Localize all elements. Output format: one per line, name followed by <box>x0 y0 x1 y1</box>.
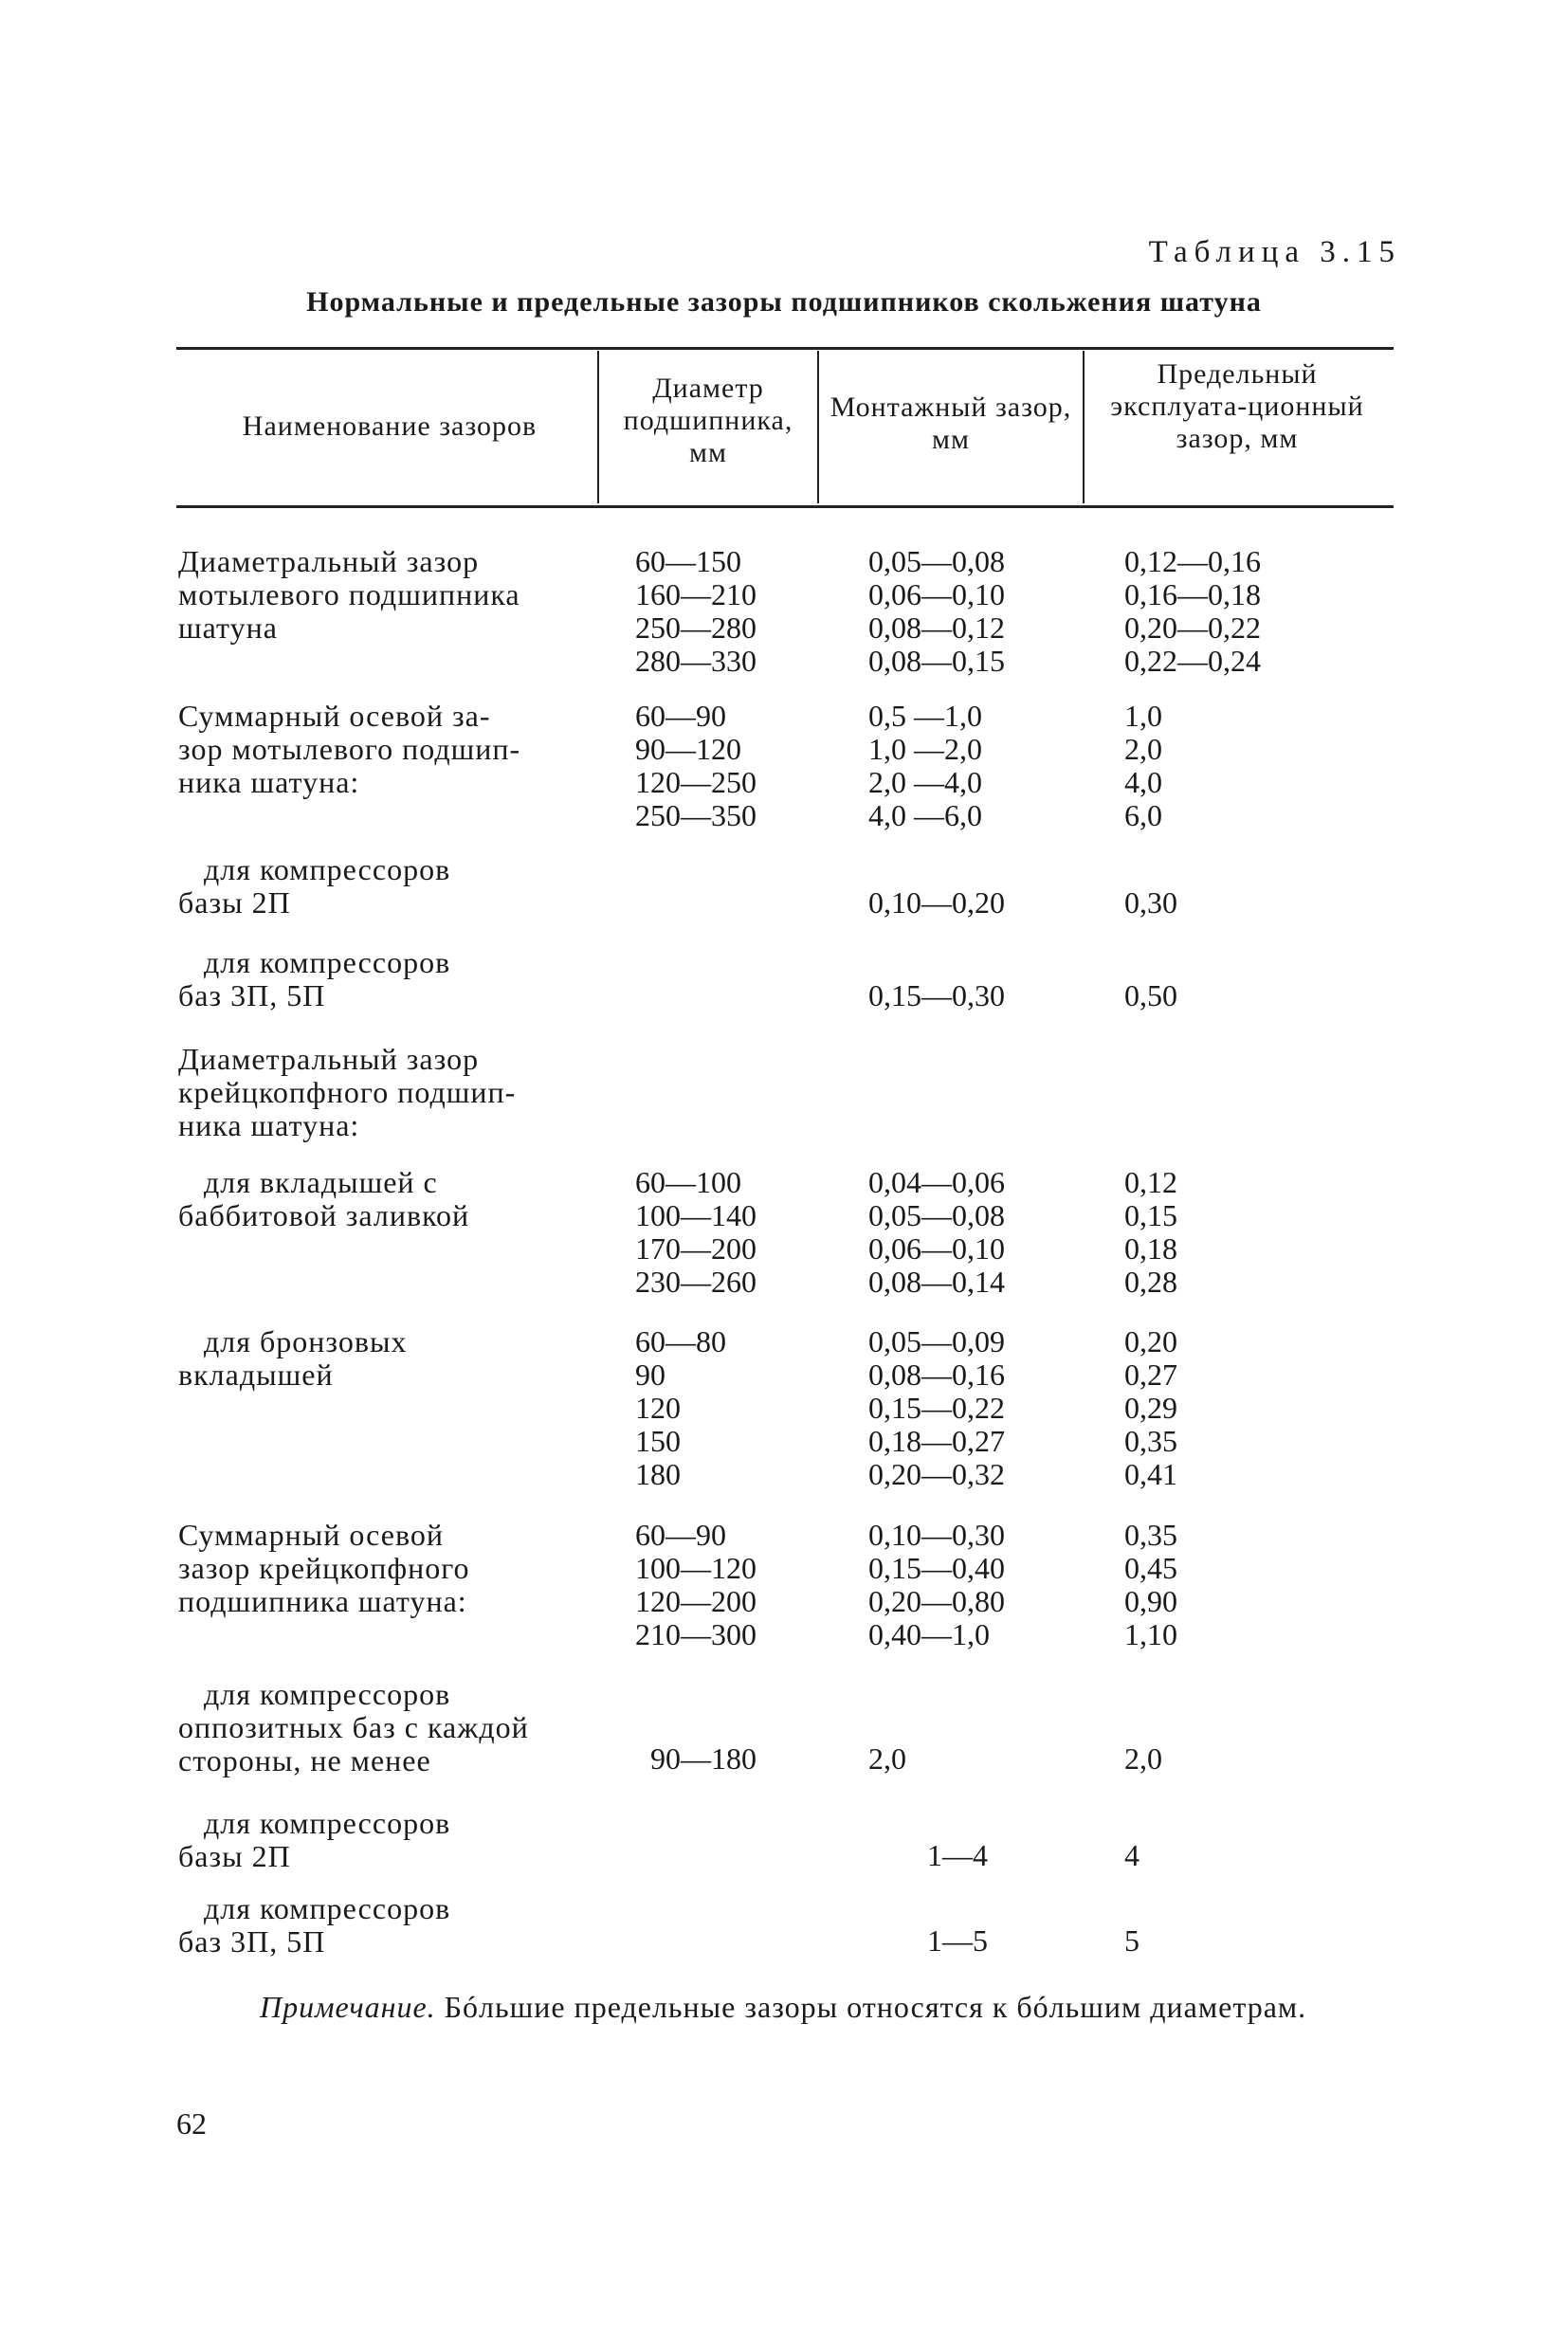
row-4-limit: 0,50 <box>1124 978 1177 1012</box>
row-2-limit: 1,0 2,0 4,0 6,0 <box>1124 699 1162 832</box>
header-bottom-rule <box>176 505 1394 508</box>
row-7-diameter: 60—80 90 120 150 180 <box>635 1324 726 1491</box>
column-divider-3 <box>1083 351 1085 503</box>
table-number: Таблица 3.15 <box>1148 235 1401 269</box>
column-divider-1 <box>597 351 599 503</box>
row-10-name: для компрессоров базы 2П <box>178 1806 451 1873</box>
note-text: Бóльшие предельные зазоры относятся к бóльшим диаметрам. <box>435 1990 1307 2024</box>
row-9-mounting: 2,0 <box>868 1741 906 1776</box>
row-2-name: Суммарный осевой за- зор мотылевого подшип- ника шатуна: <box>178 699 521 799</box>
row-3-mounting: 0,10—0,20 <box>868 885 1005 920</box>
row-8-mounting: 0,10—0,30 0,15—0,40 0,20—0,80 0,40—1,0 <box>868 1518 1005 1651</box>
row-11-name: для компрессоров баз 3П, 5П <box>178 1891 451 1959</box>
header-limit: Предельный эксплуата-ционный зазор, мм <box>1110 358 1364 454</box>
row-2-mounting: 0,5 —1,0 1,0 —2,0 2,0 —4,0 4,0 —6,0 <box>868 699 982 832</box>
row-8-limit: 0,35 0,45 0,90 1,10 <box>1124 1518 1177 1651</box>
row-1-name: Диаметральный зазор мотылевого подшипника шатуна <box>178 544 520 645</box>
row-5-name: Диаметральный зазор крейцкопфного подшип- ника шатуна: <box>178 1042 517 1142</box>
row-6-name: для вкладышей с баббитовой заливкой <box>178 1165 470 1232</box>
header-mounting: Монтажный зазор, мм <box>830 392 1072 455</box>
row-4-name: для компрессоров баз 3П, 5П <box>178 945 451 1012</box>
row-6-mounting: 0,04—0,06 0,05—0,08 0,06—0,10 0,08—0,14 <box>868 1165 1005 1299</box>
page-number: 62 <box>176 2106 207 2141</box>
row-8-diameter: 60—90 100—120 120—200 210—300 <box>635 1518 757 1651</box>
row-7-limit: 0,20 0,27 0,29 0,35 0,41 <box>1124 1324 1177 1491</box>
row-9-limit: 2,0 <box>1124 1741 1162 1776</box>
row-9-name: для компрессоров оппозитных баз с каждой стороны, не менее <box>178 1677 529 1777</box>
row-3-name: для компрессоров базы 2П <box>178 852 451 920</box>
row-2-diameter: 60—90 90—120 120—250 250—350 <box>635 699 757 832</box>
row-1-limit: 0,12—0,16 0,16—0,18 0,20—0,22 0,22—0,24 <box>1124 544 1261 678</box>
note-label: Примечание. <box>260 1990 436 2024</box>
row-6-limit: 0,12 0,15 0,18 0,28 <box>1124 1165 1177 1299</box>
header-name: Наименование зазоров <box>242 410 538 442</box>
row-11-mounting: 1—5 <box>927 1923 988 1958</box>
row-3-limit: 0,30 <box>1124 885 1177 920</box>
row-9-diameter: 90—180 <box>650 1741 757 1776</box>
header-top-rule <box>176 347 1394 350</box>
row-4-mounting: 0,15—0,30 <box>868 978 1005 1012</box>
row-6-diameter: 60—100 100—140 170—200 230—260 <box>635 1165 757 1299</box>
row-1-mounting: 0,05—0,08 0,06—0,10 0,08—0,12 0,08—0,15 <box>868 544 1005 678</box>
header-diameter: Диаметр подшипника, мм <box>623 373 793 468</box>
row-7-mounting: 0,05—0,09 0,08—0,16 0,15—0,22 0,18—0,27 0,20—0,32 <box>868 1324 1005 1491</box>
row-1-diameter: 60—150 160—210 250—280 280—330 <box>635 544 757 678</box>
row-10-limit: 4 <box>1124 1838 1140 1872</box>
row-7-name: для бронзовых вкладышей <box>178 1324 408 1392</box>
column-divider-2 <box>817 351 819 503</box>
table-note <box>178 1989 1401 2025</box>
row-8-name: Суммарный осевой зазор крейцкопфного подшипника шатуна: <box>178 1518 470 1618</box>
row-10-mounting: 1—4 <box>927 1838 988 1872</box>
row-11-limit: 5 <box>1124 1923 1140 1958</box>
table-caption: Нормальные и предельные зазоры подшипников скольжения шатуна <box>306 286 1262 318</box>
